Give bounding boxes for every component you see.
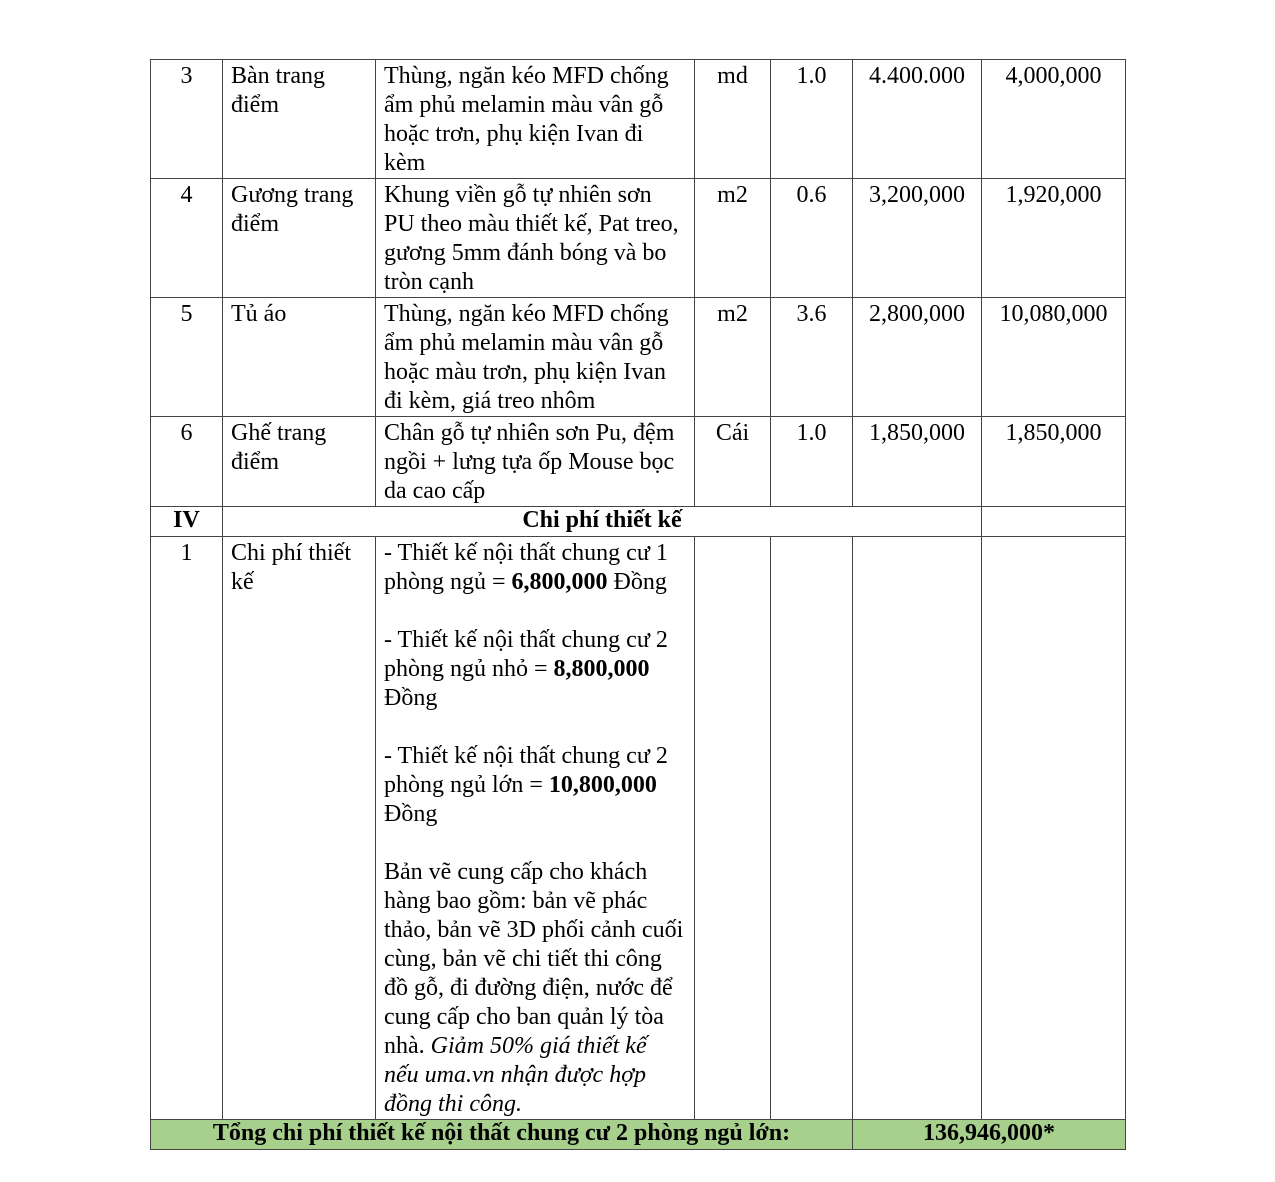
item-unit-price: 1,850,000 xyxy=(853,417,982,507)
item-unit: m2 xyxy=(695,298,771,417)
item-unit: Cái xyxy=(695,417,771,507)
item-quantity: 0.6 xyxy=(771,179,853,298)
total-value: 136,946,000* xyxy=(853,1120,1126,1150)
design-fee-text: - Thiết kế nội thất chung cư 1 phòng ngủ = xyxy=(384,540,668,595)
section-title: Chi phí thiết kế xyxy=(223,507,982,537)
item-total: 10,080,000 xyxy=(982,298,1126,417)
design-fee-amount: 8,800,000 xyxy=(553,656,650,682)
item-description: Thùng, ngăn kéo MFD chống ẩm phủ melamin màu vân gỗ hoặc trơn, phụ kiện Ivan đi kèm xyxy=(376,60,695,179)
design-fee-note xyxy=(384,858,686,1119)
section-empty-cell xyxy=(982,507,1126,537)
row-number: 3 xyxy=(151,60,223,179)
table-row xyxy=(151,179,1126,298)
item-name: Chi phí thiết kế xyxy=(223,537,376,1120)
design-fee-discount-note: Giảm 50% giá thiết kế nếu uma.vn nhận được hợp đồng thi công. xyxy=(384,1033,647,1117)
row-number: 1 xyxy=(151,537,223,1120)
table-row xyxy=(151,298,1126,417)
section-code: IV xyxy=(151,507,223,537)
item-unit: md xyxy=(695,60,771,179)
item-unit: m2 xyxy=(695,179,771,298)
item-total: 1,850,000 xyxy=(982,417,1126,507)
table-row xyxy=(151,417,1126,507)
table-row xyxy=(151,60,1126,179)
item-unit-price: 2,800,000 xyxy=(853,298,982,417)
total-row xyxy=(151,1120,1126,1150)
item-quantity: 1.0 xyxy=(771,60,853,179)
quotation-table xyxy=(150,59,1126,1150)
item-total: 4,000,000 xyxy=(982,60,1126,179)
design-fee-text: - Thiết kế nội thất chung cư 2 phòng ngủ nhỏ = xyxy=(384,627,668,682)
empty-cell xyxy=(771,537,853,1120)
item-name: Ghế trang điểm xyxy=(223,417,376,507)
empty-cell xyxy=(982,537,1126,1120)
row-number: 4 xyxy=(151,179,223,298)
item-description: Khung viền gỗ tự nhiên sơn PU theo màu thiết kế, Pat treo, gương 5mm đánh bóng và bo tròn cạnh xyxy=(376,179,695,298)
item-name: Gương trang điểm xyxy=(223,179,376,298)
row-number: 6 xyxy=(151,417,223,507)
row-number: 5 xyxy=(151,298,223,417)
table-row xyxy=(151,537,1126,1120)
total-label: Tổng chi phí thiết kế nội thất chung cư 2 phòng ngủ lớn: xyxy=(151,1120,853,1150)
item-unit-price: 4.400.000 xyxy=(853,60,982,179)
design-fee-currency: Đồng xyxy=(384,685,438,711)
item-quantity: 3.6 xyxy=(771,298,853,417)
design-fee-note-text: Bản vẽ cung cấp cho khách hàng bao gồm: bản vẽ phác thảo, bản vẽ 3D phối cảnh cuối cùng, bản vẽ chi tiết thi công đồ gỗ, đi đường điện, nước để cung cấp cho ban quản lý tòa nhà. xyxy=(384,859,684,1059)
item-name: Bàn trang điểm xyxy=(223,60,376,179)
item-name: Tủ áo xyxy=(223,298,376,417)
design-fee-text: - Thiết kế nội thất chung cư 2 phòng ngủ lớn = xyxy=(384,743,668,798)
item-total: 1,920,000 xyxy=(982,179,1126,298)
design-fee-line xyxy=(384,539,686,597)
section-header-row xyxy=(151,507,1126,537)
empty-cell xyxy=(695,537,771,1120)
item-description: Thùng, ngăn kéo MFD chống ẩm phủ melamin màu vân gỗ hoặc màu trơn, phụ kiện Ivan đi kèm, giá treo nhôm xyxy=(376,298,695,417)
design-fee-description xyxy=(376,537,695,1120)
design-fee-currency: Đồng xyxy=(607,569,667,595)
design-fee-currency: Đồng xyxy=(384,801,438,827)
item-unit-price: 3,200,000 xyxy=(853,179,982,298)
empty-cell xyxy=(853,537,982,1120)
design-fee-line xyxy=(384,626,686,713)
design-fee-amount: 10,800,000 xyxy=(548,772,657,798)
design-fee-line xyxy=(384,742,686,829)
design-fee-amount: 6,800,000 xyxy=(511,569,608,595)
item-description: Chân gỗ tự nhiên sơn Pu, đệm ngồi + lưng tựa ốp Mouse bọc da cao cấp xyxy=(376,417,695,507)
item-quantity: 1.0 xyxy=(771,417,853,507)
